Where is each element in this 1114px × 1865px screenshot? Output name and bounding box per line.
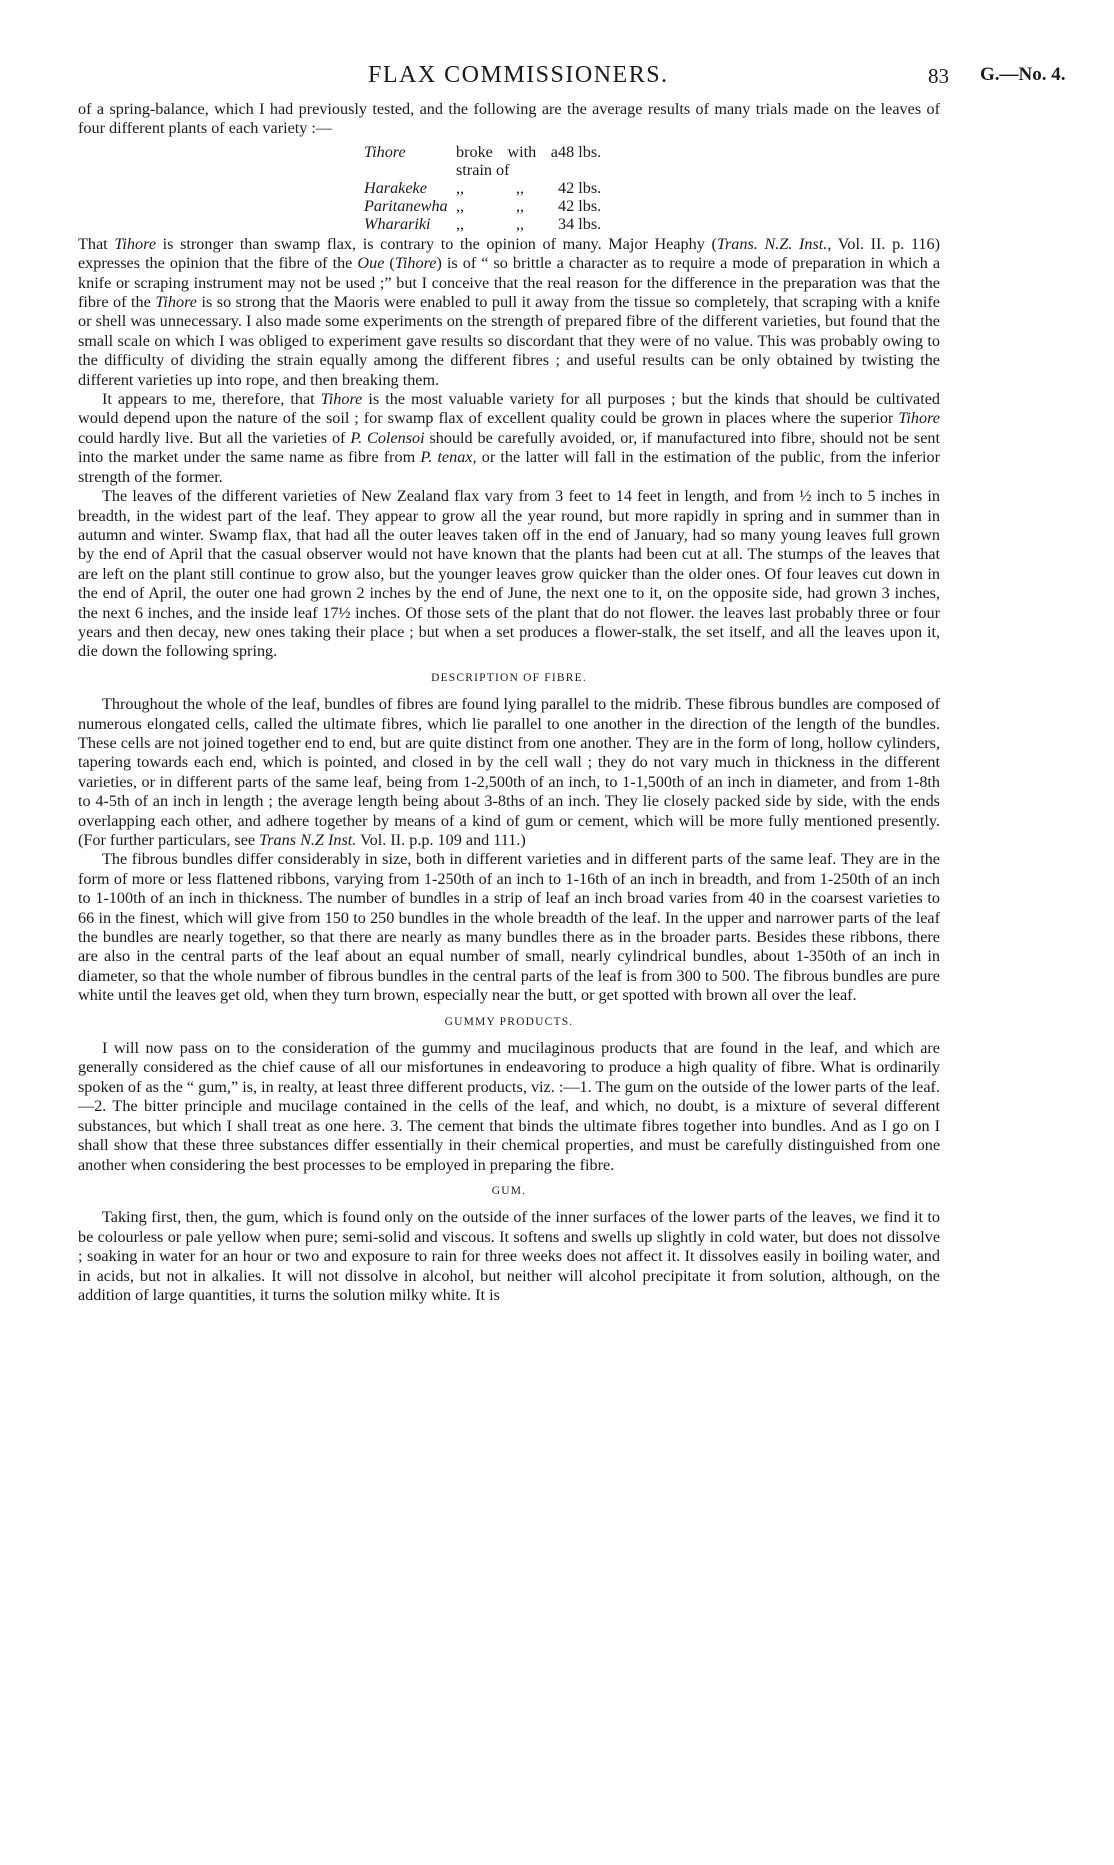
paragraph-cultivation: It appears to me, therefore, that Tihore is the most valuable variety for all purposes ; but the kinds that should be cultivated would depend upon the nature of the soil ; for swamp flax of excellent quality could be grown in places where the superior Tihore could hardly live. But all the varieties of P. Colensoi should be carefully avoided, or, if manufactured into fibre, should not be sent into the market under the same name as fibre from P. tenax, or the latter will fall in the estimation of the public, from the inferior strength of the former. [78,390,941,486]
paragraph-gum: Taking first, then, the gum, which is found only on the outside of the inner surfaces of the lower parts of the leaves, we find it to be colourless or pale yellow when pure; semi-solid and viscous. It softens and swells up slightly in cold water, but does not dissolve ; soaking in water for an hour or two and exposure to rain for three weeks does not affect it. It dissolves easily in boiling water, and in acids, but not in alkalies. It will not dissolve in alcohol, but neither will alcohol precipitate it from solution, although, on the addition of large quantities, it turns the solution milky white. It is [78,1208,940,1304]
strain-value: 42 lbs. [558,196,602,215]
strain-ditto: ,, [456,196,465,215]
strain-ditto: ,, [456,214,465,233]
strain-row [364,197,618,215]
strain-row [364,215,618,233]
section-heading-gummy-products: GUMMY PRODUCTS. [444,1015,574,1028]
strain-table [364,143,618,233]
strain-row [364,143,618,179]
strain-ditto: ,, [516,196,525,215]
body-text [78,100,940,1305]
section-heading-gum: GUM. [491,1184,527,1197]
strain-ditto: ,, [456,178,465,197]
paragraph-fibrous-bundles: The fibrous bundles differ considerably in size, both in different varieties and in different parts of the same leaf. They are in the form of more or less flattened ribbons, varying from 1-250th of an inch to 1-16th of an inch in breadth, and from 1-250th of an inch to 1-100th of an inch in thickness. The number of bundles in a strip of leaf an inch broad varies from 40 in the coarsest varieties to 66 in the finest, which will give from 150 to 250 bundles in the whole breadth of the leaf. In the upper and narrower parts of the leaf the bundles are nearly together, so that there are nearly as many bundles there as in the broader parts. Besides these ribbons, there are also in the central parts of the leaf about an equal number of small, nearly cylindrical bundles, about 1-350th of an inch in diameter, so that the whole number of fibrous bundles in the central parts of the leaf is from 300 to 500. The fibrous bundles are pure white until the leaves get old, when they turn brown, especially near the butt, or get spotted with brown all over the leaf. [78,850,940,1005]
paragraph-leaves: The leaves of the different varieties of New Zealand flax vary from 3 feet to 14 feet in length, and from ½ inch to 5 inches in breadth, in the widest part of the leaf. They appear to grow all the year round, but more rapidly in spring and in summer than in autumn and winter. Swamp flax, that had all the outer leaves taken off in the end of January, had so many young leaves full grown by the end of April that the casual observer would not have known that the plants had been cut at all. The stumps of the leaves that are left on the plant still continue to grow also, but the younger leaves grow quicker than the older ones. Of four leaves cut down in the end of April, the outer one had grown 2 inches by the end of June, the next one to it, on the opposite side, had grown 3 inches, the next 6 inches, and the inside leaf 17½ inches. Of those sets of the plant that do not flower. the leaves last probably three or four years and then decay, new ones taking their place ; but when a set produces a flower-stalk, the set itself, and all the leaves upon it, die down the following spring. [78,487,940,661]
strain-ditto: ,, [516,178,525,197]
strain-variety: Tihore [364,142,406,161]
paragraph-tihore-strength: That Tihore is stronger than swamp flax, is contrary to the opinion of many. Major Heaphy (Trans. N.Z. Inst., Vol. II. p. 116) expresses the opinion that the fibre of the Oue (Tihore) is of “ so brittle a character as to require a mode of preparation in which a knife or scraping instrument may not be used ;” but I conceive that the real reason for the difference in the preparation was that the fibre of the Tihore is so strong that the Maoris were enabled to pull it away from the tissue so completely, that scraping with a knife or shell was unnecessary. I also made some experiments on the strength of prepared fibre of the different varieties, but found that the small scale on which I was obliged to experiment gave results so discordant that they were of no value. This was probably owing to the difficulty of dividing the strain equally among the different fibres ; and useful results can be only obtained by twisting the different varieties up into rope, and then breaking them. [78,234,941,389]
strain-label: broke with a strain of [456,142,558,179]
paragraph-gummy-products: I will now pass on to the consideration of the gummy and mucilaginous products that are found in the leaf, and which are generally considered as the chief cause of all our misfortunes in endeavoring to produce a high quality of fibre. What is ordinarily spoken of as the “ gum,” is, in realty, at least three different products, viz. :—1. The gum on the outside of the lower parts of the leaf.—2. The bitter principle and mucilage contained in the cells of the leaf, and which, no doubt, is a mixture of several different substances, but which I shall treat as one here. 3. The cement that binds the ultimate fibres together into bundles. And as I go on I shall show that these three substances differ essentially in their chemical properties, and must be carefully distinguished from one another when considering the best processes to be employed in preparing the fibre. [78,1039,940,1174]
strain-variety: Wharariki [364,214,431,233]
document-reference: G.—No. 4. [980,64,1066,85]
paragraph-intro: of a spring-balance, which I had previously tested, and the following are the average results of many trials made on the leaves of four different plants of each variety :— [78,100,940,138]
section-heading-description-of-fibre: DESCRIPTION OF FIBRE. [431,671,587,684]
running-title: FLAX COMMISSIONERS. [368,62,669,88]
strain-value: 48 lbs. [558,142,602,161]
strain-value: 42 lbs. [558,178,602,197]
paragraph-fibre-description: Throughout the whole of the leaf, bundles of fibres are found lying parallel to the midrib. These fibrous bundles are composed of numerous elongated cells, called the ultimate fibres, which lie parallel to one another in the direction of the length of the bundles. These cells are not joined together end to end, but are quite distinct from one another. They are in the form of long, hollow cylinders, tapering towards each end, which is pointed, and closed in by the cell wall ; they do not vary much in thickness in the different varieties, or in different parts of the same leaf, being from 1-2,500th of an inch, to 1-1,500th of an inch in diameter, and from 1-8th to 4-5th of an inch in length ; the average length being about 3-8ths of an inch. They lie closely packed side by side, with the ends overlapping each other, and adhere together by means of a kind of gum or cement, which will be more fully mentioned presently. (For further particulars, see Trans N.Z Inst. Vol. II. p.p. 109 and 111.) [78,695,940,849]
strain-row [364,179,618,197]
strain-value: 34 lbs. [558,214,602,233]
strain-variety: Paritanewha [364,196,448,215]
strain-ditto: ,, [516,214,525,233]
page-number: 83 [928,64,949,88]
strain-variety: Harakeke [364,178,427,197]
page-header [0,62,1114,92]
